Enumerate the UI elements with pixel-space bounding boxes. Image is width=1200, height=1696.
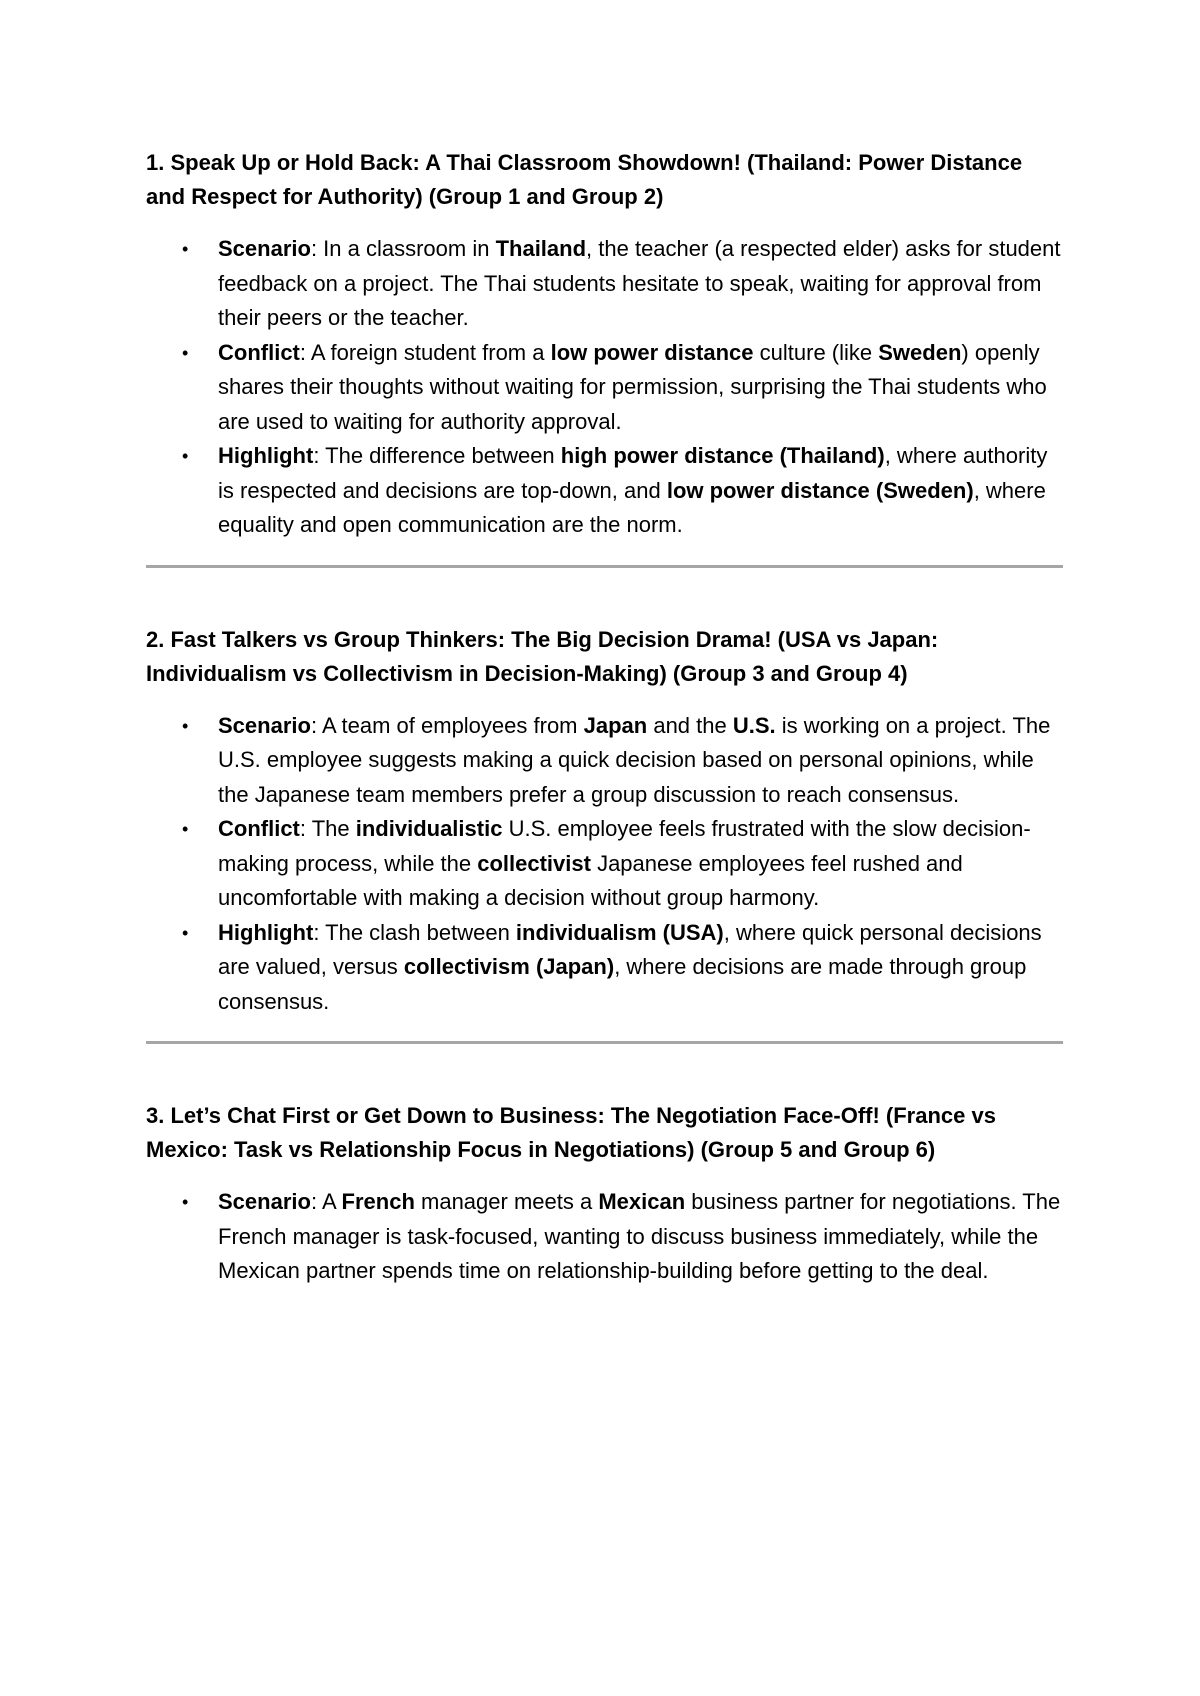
bold-text: low power distance (Sweden) [666, 477, 974, 503]
item-text [218, 1189, 1060, 1283]
bold-text: low power distance [550, 339, 754, 365]
list-item [182, 1185, 1065, 1289]
text-run: : A [310, 1189, 342, 1214]
text-run: is working on a project. The U.S. employee suggests making a quick decision based on personal opinions, while the Japanese team members prefer a group discussion to reach consensus. [218, 712, 1051, 807]
bold-text: Sweden [878, 339, 962, 365]
text-run: Japanese employees feel rushed and uncomfortable with making a decision without group harmony. [218, 850, 963, 910]
item-text [218, 443, 1047, 537]
text-run: manager meets a [414, 1189, 599, 1214]
text-run: , where decisions are made through group consensus. [218, 954, 1027, 1014]
section-3 [146, 1099, 1065, 1289]
bold-text: collectivism (Japan) [403, 954, 615, 979]
list-item [182, 812, 1065, 916]
bold-text: U.S. [732, 712, 776, 738]
text-run: : The clash between [313, 919, 516, 945]
text-run: and the [647, 712, 733, 738]
bold-text: Mexican [598, 1189, 686, 1214]
bold-text: Conflict [218, 816, 300, 841]
text-run: , where authority is respected and decisions are top-down, and [218, 443, 1048, 503]
section-1 [146, 146, 1065, 568]
bullet-list [146, 232, 1065, 543]
text-run: , where equality and open communication are the norm. [218, 477, 1046, 537]
bold-text: Scenario [218, 1189, 311, 1214]
text-run: , the teacher (a respected elder) asks for student feedback on a project. The Thai students hesitate to speak, waiting for approval from their peers or the teacher. [218, 236, 1061, 330]
bold-text: Thailand [495, 236, 587, 261]
list-item [182, 916, 1065, 1020]
text-run: : A foreign student from a [299, 339, 551, 365]
bullet-icon: • [182, 819, 189, 839]
bold-text: individualistic [355, 816, 503, 841]
item-text [218, 713, 1050, 807]
text-run: U.S. employee feels frustrated with the slow decision-making process, while the [218, 816, 1031, 876]
bold-text: high power distance (Thailand) [560, 443, 885, 468]
bold-text: Highlight [218, 919, 314, 945]
text-run: : A team of employees from [310, 712, 584, 738]
section-2 [146, 623, 1065, 1045]
bullet-icon: • [182, 715, 189, 736]
section-title: 2. Fast Talkers vs Group Thinkers: The Big Decision Drama! (USA vs Japan: Individualism vs Collectivism in Decision-Making) (Group 3 and Group 4) [146, 626, 939, 686]
bold-text: Scenario [218, 712, 311, 738]
text-run: business partner for negotiations. The French manager is task-focused, wanting to discuss business immediately, while the Mexican partner spends time on relationship-building before getting to the deal. [218, 1189, 1061, 1283]
list-item [182, 232, 1065, 336]
bold-text: individualism (USA) [515, 919, 724, 945]
bullet-list [146, 709, 1065, 1020]
bold-text: collectivist [477, 850, 591, 876]
text-run: : The [299, 816, 356, 841]
bullet-icon: • [182, 342, 189, 363]
section-title: 1. Speak Up or Hold Back: A Thai Classroom Showdown! (Thailand: Power Distance and Respect for Authority) (Group 1 and Group 2) [146, 150, 1023, 209]
bullet-icon: • [182, 446, 189, 466]
bold-text: Highlight [218, 443, 314, 468]
item-text [218, 340, 1047, 434]
horizontal-rule [146, 565, 1063, 568]
bullet-icon: • [182, 1192, 189, 1212]
item-text [218, 236, 1061, 330]
item-text [218, 920, 1042, 1014]
bold-text: French [341, 1189, 415, 1214]
horizontal-rule [146, 1041, 1063, 1044]
bold-text: Conflict [218, 339, 300, 365]
bullet-icon: • [182, 922, 189, 943]
text-run: : In a classroom in [310, 236, 496, 261]
bold-text: Japan [583, 712, 648, 738]
list-item [182, 709, 1065, 813]
bold-text: Scenario [218, 236, 311, 261]
list-item [182, 439, 1065, 543]
text-run: ) openly shares their thoughts without waiting for permission, surprising the Thai students who are used to waiting for authority approval. [218, 339, 1047, 434]
text-run: culture (like [753, 339, 879, 365]
bullet-list [146, 1185, 1065, 1289]
bullet-icon: • [182, 239, 189, 259]
list-item [182, 336, 1065, 440]
text-run: , where quick personal decisions are valued, versus [218, 919, 1042, 979]
section-title: 3. Let’s Chat First or Get Down to Business: The Negotiation Face-Off! (France vs Mexico: Task vs Relationship Focus in Negotiations) (Group 5 and Group 6) [146, 1103, 996, 1162]
item-text [218, 816, 1031, 910]
text-run: : The difference between [313, 443, 561, 468]
